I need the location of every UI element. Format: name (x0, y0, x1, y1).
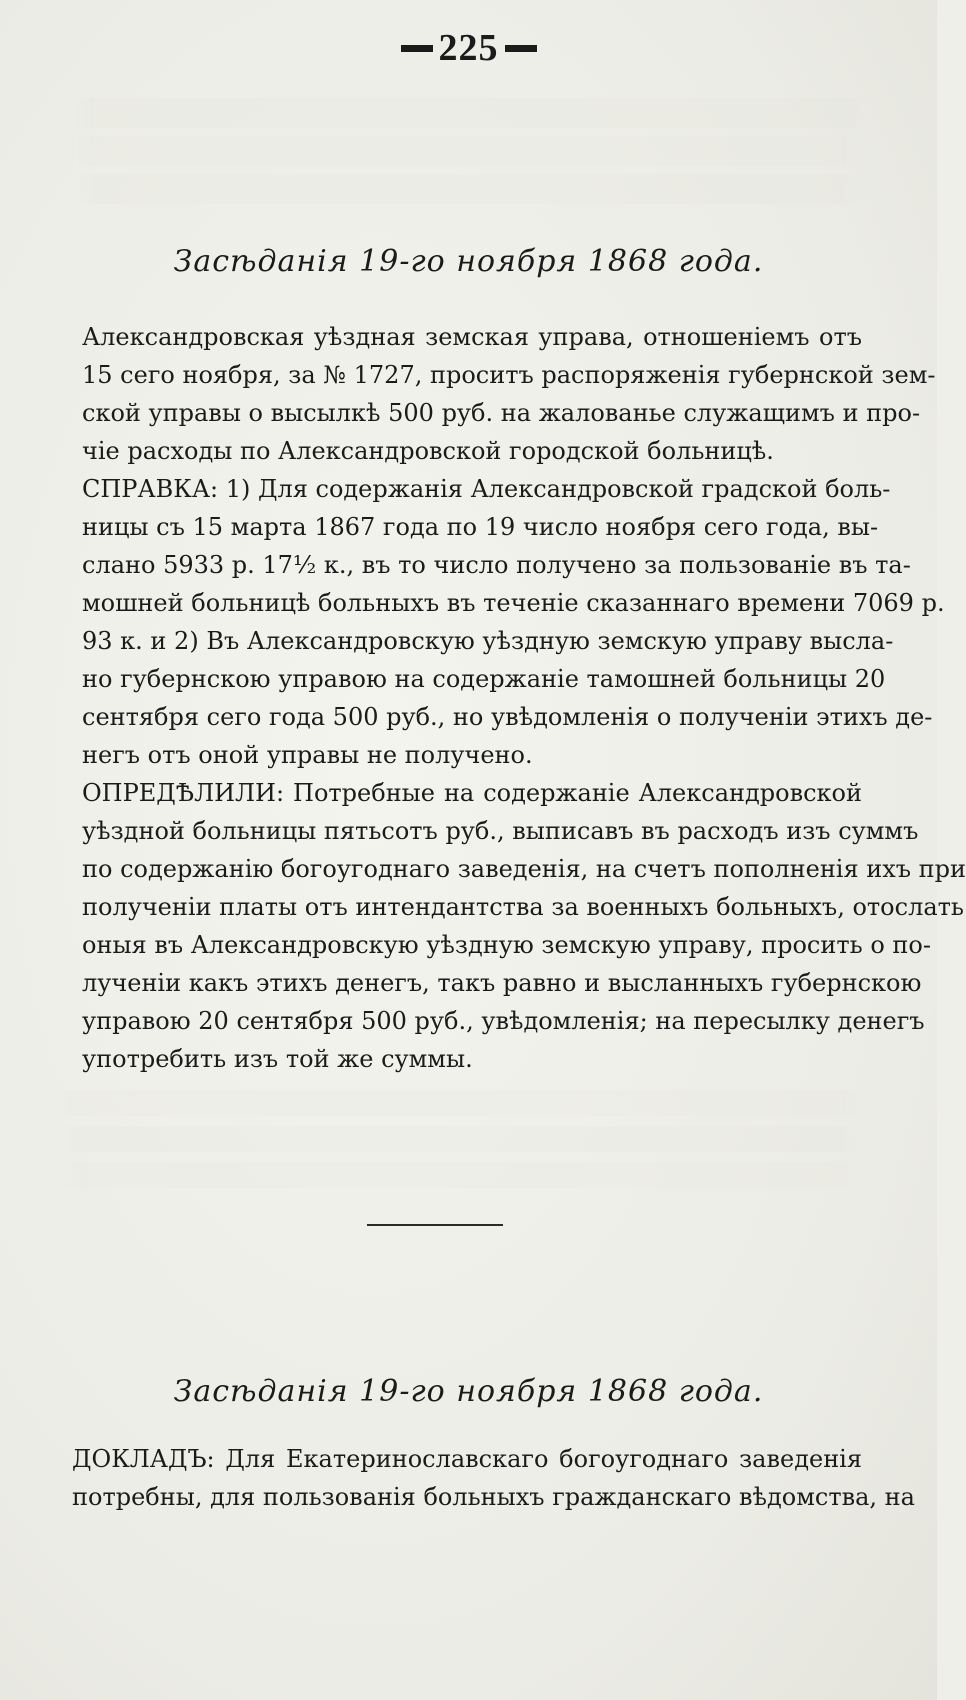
text-line: полученіи платы отъ интендантства за военныхъ больныхъ, отослать (82, 893, 964, 921)
dash-right (505, 45, 537, 52)
text-line: чіе расходы по Александровской городской больницѣ. (82, 437, 774, 465)
text-line: уѣздной больницы пятьсотъ руб., выписавъ въ расходъ изъ суммъ (82, 817, 919, 845)
text-line: ской управы о высылкѣ 500 руб. на жалованье служащимъ и про- (82, 399, 921, 427)
page-number (0, 26, 937, 70)
text-line: ОПРЕДѢЛИЛИ: Потребные на содержаніе Александровской (82, 779, 862, 807)
text-line: ДОКЛАДЪ: Для Екатеринославскаго богоугоднаго заведенія (72, 1445, 862, 1473)
text-line: оныя въ Александровскую уѣздную земскую управу, просить о по- (82, 931, 931, 959)
section-heading-2: Засѣданія 19-го ноября 1868 года. (173, 1374, 764, 1409)
text-line: сентября сего года 500 руб., но увѣдомленія о полученіи этихъ де- (82, 703, 933, 731)
text-line: Александровская уѣздная земская управа, отношеніемъ отъ (82, 323, 862, 351)
dash-left (401, 45, 433, 52)
text-line: употребить изъ той же суммы. (82, 1045, 473, 1073)
text-line: по содержанію богоугоднаго заведенія, на счетъ пополненія ихъ при (82, 855, 966, 883)
section-heading-1: Засѣданія 19-го ноября 1868 года. (173, 244, 764, 279)
text-line: мошней больницѣ больныхъ въ теченіе сказаннаго времени 7069 р. (82, 589, 945, 617)
section2-body (72, 1440, 915, 1516)
text-line: негъ отъ оной управы не получено. (82, 741, 533, 769)
text-line: 93 к. и 2) Въ Александровскую уѣздную земскую управу высла- (82, 627, 894, 655)
section-divider (367, 1224, 503, 1226)
section1-body (82, 318, 966, 1078)
text-line: но губернскою управою на содержаніе тамошней больницы 20 (82, 665, 886, 693)
text-line: потребны, для пользованія больныхъ гражданскаго вѣдомства, на (72, 1483, 915, 1511)
bleed-through-top (0, 98, 937, 248)
text-line: управою 20 сентября 500 руб., увѣдомленія; на пересылку денегъ (82, 1007, 925, 1035)
bleed-through-middle (0, 1090, 937, 1210)
text-line: лученіи какъ этихъ денегъ, такъ равно и высланныхъ губернскою (82, 969, 922, 997)
text-line: ницы съ 15 марта 1867 года по 19 число ноября сего года, вы- (82, 513, 879, 541)
text-line: 15 сего ноября, за № 1727, проситъ распоряженія губернской зем- (82, 361, 936, 389)
page-number-value: 225 (438, 27, 499, 69)
text-line: слано 5933 р. 17½ к., въ то число получено за пользованіе въ та- (82, 551, 911, 579)
text-line: СПРАВКА: 1) Для содержанія Александровской градской боль- (82, 475, 891, 503)
